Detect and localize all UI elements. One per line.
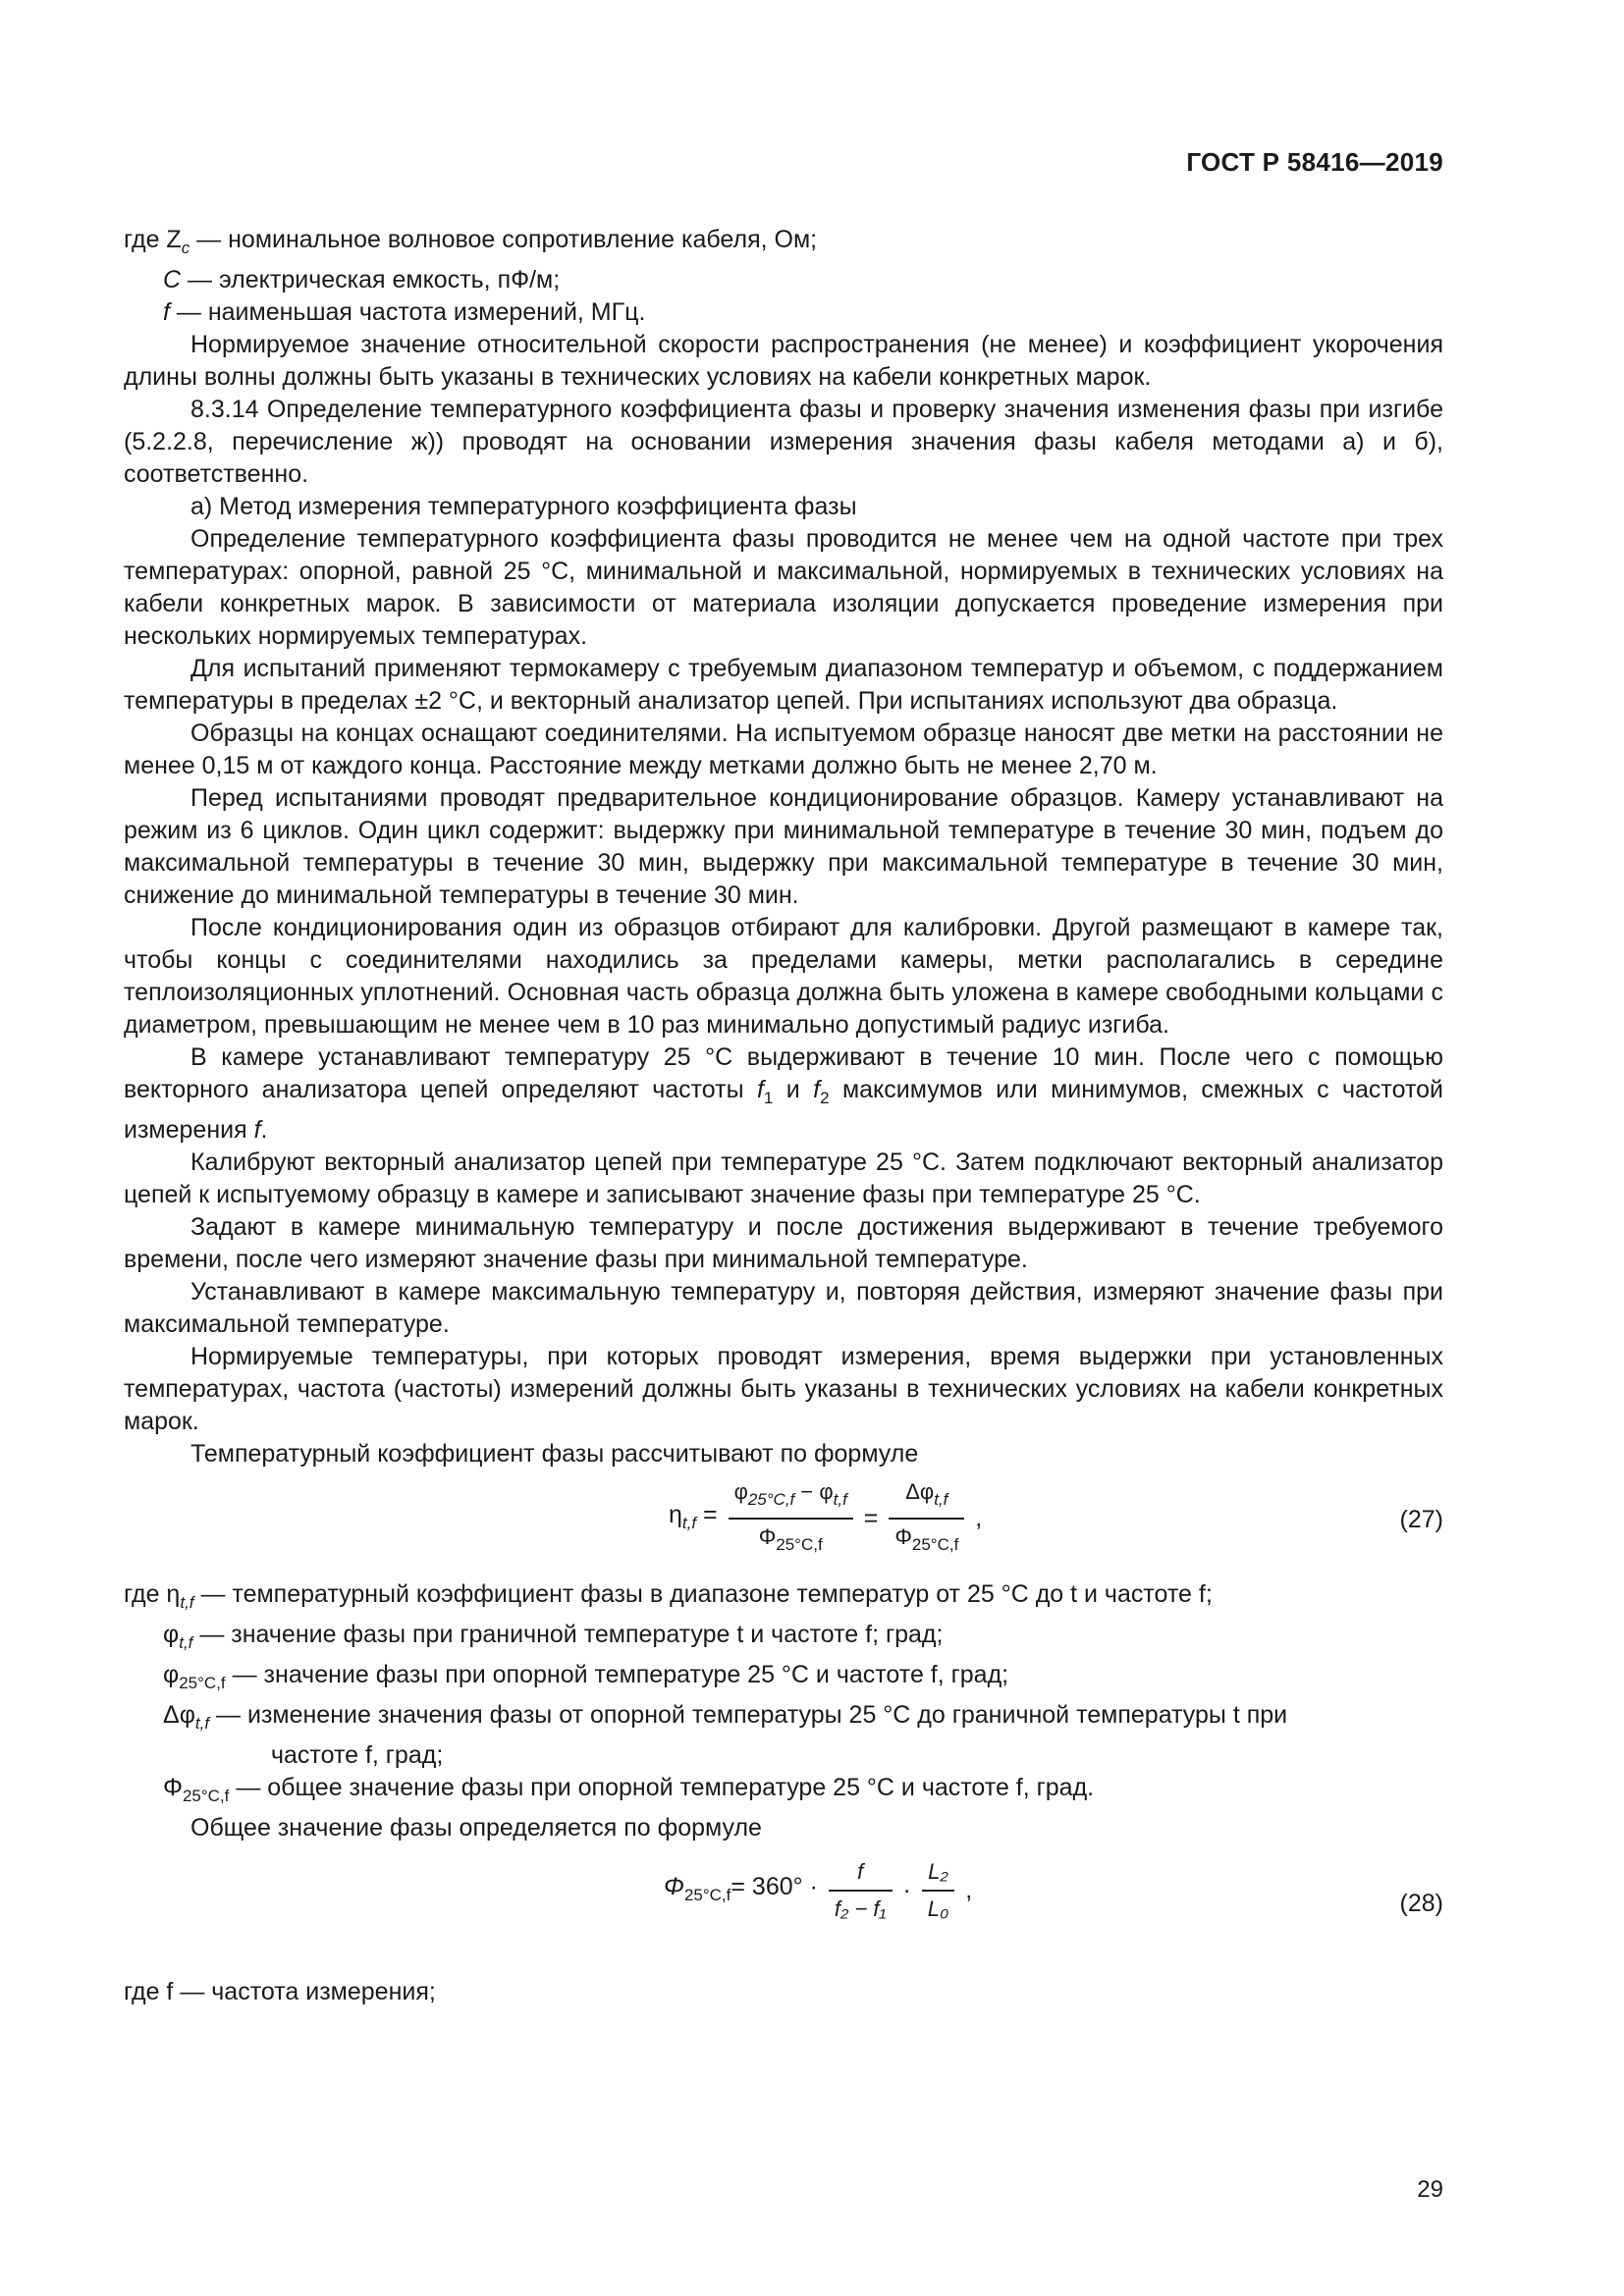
definition-eta: где $\eta_{t,f}$ — температурный коэффициент фазы в диапазоне температур от 25 °С до t и частоте f; [124, 1580, 1213, 1612]
formula-28-fraction-1: $\frac{f}{\text{f₂ − f₁}}$ [829, 1858, 893, 1923]
definition-big-phi: $\Phi_{25^\circ C,f}$ — общее значение фазы при опорной температуре 25 °С и частоте f, град. [163, 1774, 1095, 1805]
paragraph: После кондиционирования один из образцов отбирают для калибровки. Другой размещают в камере так, чтобы концы с соединителями находились за пределами камеры, метки располагались в середине теплоизоляционных уплотнений. Основная часть образца должна быть уложена в камере свободными кольцами с диаметром, превышающим не менее чем в 10 раз минимально допустимый радиус изгиба. [124, 914, 1443, 1039]
page-number: 29 [1417, 2176, 1443, 2203]
paragraph: Перед испытаниями проводят предварительное кондиционирование образцов. Камеру устанавливают на режим из 6 циклов. Один цикл содержит: выдержку при минимальной температуре в течение 30 мин, подъем до максимальной температуры в течение 30 мин, выдержку при максимальной температуре в течение 30 мин, снижение до минимальной температуры в течение 30 мин. [124, 784, 1443, 909]
formula-27-fraction-1: $\frac{\varphi_{25^\circ C,f} - \varphi_{t,f}}{\Phi_{25^\circ C,f}}$ [729, 1478, 853, 1559]
definition-delta-phi-continued: частоте f, град; [271, 1741, 444, 1769]
paragraph-frequencies: В камере устанавливают температуру 25 °С выдерживают в течение 10 мин. После чего с помощью векторного анализатора цепей определяют частоты $f_1$ и $f_2$ максимумов или минимумов, смежных с частотой измерения f. [124, 1043, 1443, 1144]
definition-c: C — электрическая емкость, пФ/м; [163, 266, 561, 294]
formula-28-number: (28) [1399, 1890, 1443, 1917]
formula-27-fraction-2: $\frac{\Delta\varphi_{t,f}}{\Phi_{25^\circ C,f}}$ [889, 1478, 964, 1559]
paragraph: Нормируемые температуры, при которых проводят измерения, время выдержки при установленных температурах, частота (частоты) измерений должны быть указаны в технических условиях на кабели конкретных марок. [124, 1343, 1443, 1435]
formula-28 [124, 1858, 1443, 1960]
formula-28-expression: $\Phi_{25^\circ C,f}= 360^\circ$ · $\frac{f}{\text{f₂ − f₁}}$ · $\frac{\text{L₂}}{\text{L₀}}$ , [664, 1859, 973, 1921]
paragraph: Для испытаний применяют термокамеру с требуемым диапазоном температур и объемом, с поддержанием температуры в пределах ±2 °С, и векторный анализатор цепей. При испытаниях используют два образца. [124, 655, 1443, 715]
paragraph-section-8-3-14: 8.3.14 Определение температурного коэффициента фазы и проверку значения изменения фазы при изгибе (5.2.2.8, перечисление ж)) проводят на основании измерения значения фазы кабеля методами а) и б), соответственно. [124, 396, 1443, 488]
definitions-list-1 [124, 224, 1443, 329]
paragraph: Температурный коэффициент фазы рассчитывают по формуле [190, 1440, 919, 1468]
paragraph: Устанавливают в камере максимальную температуру и, повторяя действия, измеряют значение фазы при максимальной температуре. [124, 1278, 1443, 1338]
paragraph: Общее значение фазы определяется по формуле [190, 1814, 762, 1842]
document-body [124, 224, 1443, 2008]
definition-zc: где $Z_c$ — номинальное волновое сопротивление кабеля, Ом; [124, 226, 818, 257]
paragraph-method-a-heading: а) Метод измерения температурного коэффициента фазы [190, 493, 857, 520]
paragraph: Калибруют векторный анализатор цепей при температуре 25 °С. Затем подключают векторный анализатор цепей к испытуемому образцу в камере и записывают значение фазы при температуре 25 °С. [124, 1148, 1443, 1208]
paragraph: Нормируемое значение относительной скорости распространения (не менее) и коэффициент укорочения длины волны должны быть указаны в технических условиях на кабели конкретных марок. [124, 331, 1443, 391]
formula-28-fraction-2: $\frac{\text{L₂}}{\text{L₀}}$ [922, 1858, 955, 1923]
formula-27-expression: $\eta_{t,f}$ = $\frac{\varphi_{25^\circ C,f} - \varphi_{t,f}}{\Phi_{25^\circ C,f}}$ = $\frac{\Delta\varphi_{t,f}}{\Phi_{25^\circ C,f}}$ , [669, 1478, 982, 1559]
definitions-list-2 [124, 1578, 1443, 1812]
definition-phi-25: $\varphi_{25^\circ C,f}$ — значение фазы при опорной температуре 25 °С и частоте f, град; [163, 1661, 1009, 1692]
paragraph: Задают в камере минимальную температуру и после достижения выдерживают в течение требуемого времени, после чего измеряют значение фазы при минимальной температуре. [124, 1213, 1443, 1273]
paragraph: Определение температурного коэффициента фазы проводится не менее чем на одной частоте при трех температурах: опорной, равной 25 °С, минимальной и максимальной, нормируемых в технических условиях на кабели конкретных марок. В зависимости от материала изоляции допускается проведение измерения при нескольких нормируемых температурах. [124, 525, 1443, 650]
definition-delta-phi: $\Delta\varphi_{t,f}$ — изменение значения фазы от опорной температуры 25 °С до граничной температуры t при [163, 1701, 1288, 1733]
definition-phi-tf: $\varphi_{t,f}$ — значение фазы при граничной температуре t и частоте f; град; [163, 1621, 944, 1652]
document-header: ГОСТ Р 58416—2019 [1186, 147, 1443, 177]
paragraph: Образцы на концах оснащают соединителями. На испытуемом образце наносят две метки на расстоянии не менее 0,15 м от каждого конца. Расстояние между метками должно быть не менее 2,70 м. [124, 720, 1443, 779]
formula-27 [124, 1478, 1443, 1573]
paragraph-last-definition: где f — частота измерения; [124, 1978, 436, 2005]
definition-f: f — наименьшая частота измерений, МГц. [163, 298, 646, 326]
formula-27-number: (27) [1399, 1506, 1443, 1533]
